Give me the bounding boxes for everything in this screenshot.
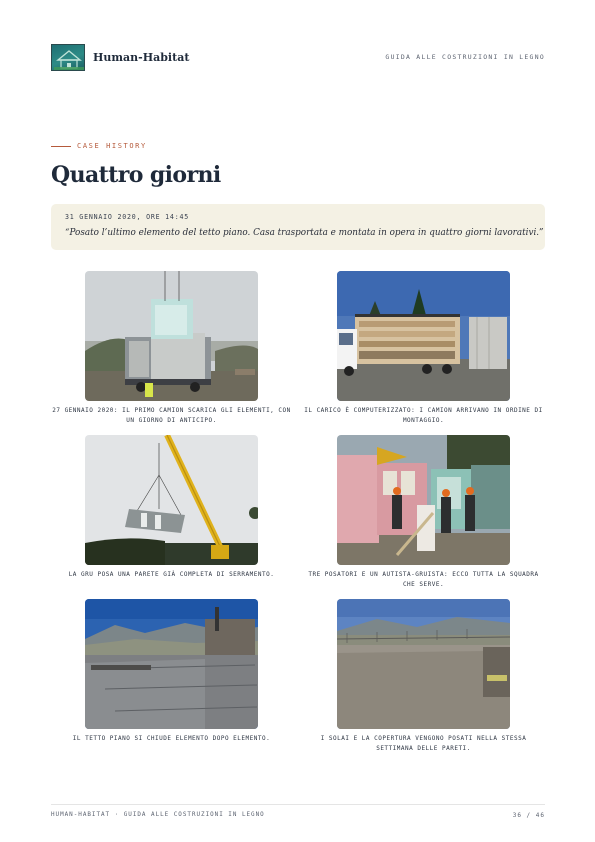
photo-caption-1: 27 GENNAIO 2020: IL PRIMO CAMION SCARICA GLI ELEMENTI, CON UN GIORNO DI ANTICIPO. [52,407,291,424]
page-header [51,44,545,72]
quote-callout [51,204,545,250]
photo-caption-6: I SOLAI E LA COPERTURA VENGONO POSATI NELLA STESSA SETTIMANA DELLE PARETI. [320,735,527,752]
photo-caption-5: IL TETTO PIANO SI CHIUDE ELEMENTO DOPO ELEMENTO. [72,735,271,742]
callout-quote: “Posato l’ultimo elemento del tetto piano. Casa trasportata e montata in opera in quattro giorni lavorativi.” [65,228,544,238]
eyebrow-rule [51,146,71,147]
photo-flat-roof [85,599,258,729]
footer-divider [51,804,545,805]
photo-team-workers [337,435,510,565]
page-title: Quattro giorni [51,162,221,188]
eyebrow-label: CASE HISTORY [77,142,147,150]
callout-timestamp: 31 GENNAIO 2020, ORE 14:45 [65,213,190,221]
brand-name: Human-Habitat [93,51,190,64]
photo-crane-wall [85,435,258,565]
photo-caption-4: TRE POSATORI E UN AUTISTA-GRUISTA: ECCO TUTTA LA SQUADRA CHE SERVE. [308,571,539,588]
page-number: 36 / 46 [512,812,545,819]
photo-caption-3: LA GRU POSA UNA PARETE GIÀ COMPLETA DI SERRAMENTO. [68,571,275,578]
house-logo-icon [51,44,85,71]
photo-floors-roofing [337,599,510,729]
photo-caption-2: IL CARICO È COMPUTERIZZATO: I CAMION ARRIVANO IN ORDINE DI MONTAGGIO. [304,407,543,424]
photo-truck-unloading [85,271,258,401]
photo-trucks-loaded [337,271,510,401]
footer-guide-title: HUMAN-HABITAT · GUIDA ALLE COSTRUZIONI IN LEGNO [51,812,265,818]
guide-title: GUIDA ALLE COSTRUZIONI IN LEGNO [385,53,545,61]
